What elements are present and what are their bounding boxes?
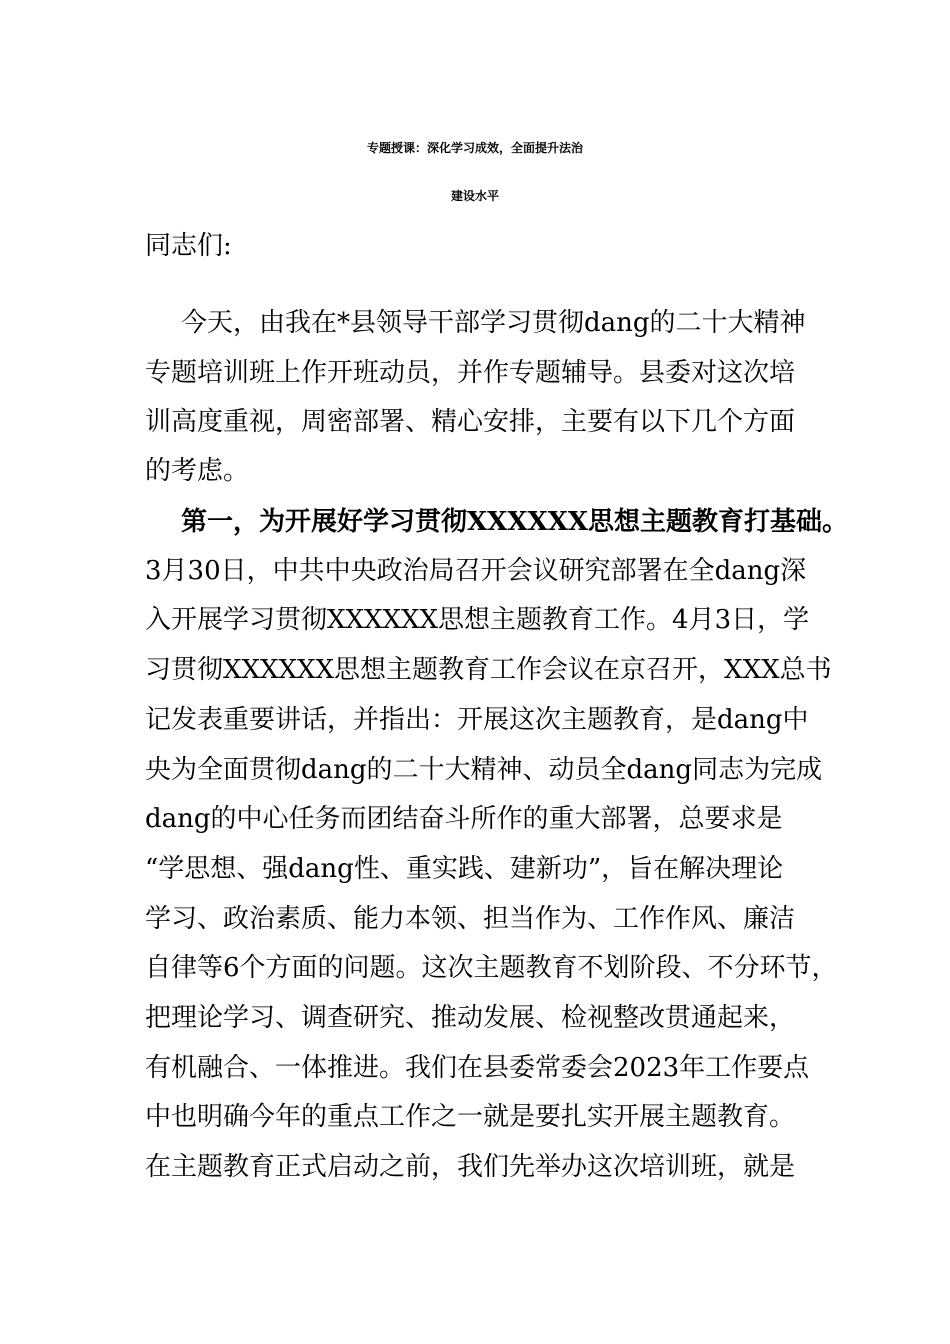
paragraph-2-line-1: 3月30日，中共中央政治局召开会议研究部署在全dang深 xyxy=(145,556,807,586)
paragraph-2-line-4: 记发表重要讲话，并指出：开展这次主题教育，是dang中 xyxy=(145,705,809,735)
greeting: 同志们: xyxy=(145,231,232,261)
document-title-line-1: 专题授课：深化学习成效，全面提升法治 xyxy=(366,141,583,155)
paragraph-1-line-1: 今天，由我在*县领导干部学习贯彻dang的二十大精神 xyxy=(181,308,806,338)
paragraph-2-line-3: 习贯彻XXXXXX思想主题教育工作会议在京召开，XXX总书 xyxy=(145,655,832,685)
paragraph-2-line-10: 把理论学习、调查研究、推动发展、检视整改贯通起来， xyxy=(145,1003,796,1033)
paragraph-1-line-4: 的考虑。 xyxy=(145,456,250,486)
paragraph-2-line-7: “学思想、强dang性、重实践、建新功”，旨在解决理论 xyxy=(145,854,784,884)
paragraph-2-line-12: 中也明确今年的重点工作之一就是要扎实开展主题教育。 xyxy=(145,1102,796,1132)
paragraph-2-line-8: 学习、政治素质、能力本领、担当作为、工作作风、廉洁 xyxy=(145,904,796,934)
paragraph-2-line-11: 有机融合、一体推进。我们在县委常委会2023年工作要点 xyxy=(145,1053,810,1083)
paragraph-1-line-3: 训高度重视，周密部署、精心安排，主要有以下几个方面 xyxy=(145,407,796,437)
document-title-line-2: 建设水平 xyxy=(450,189,499,203)
paragraph-1-line-2: 专题培训班上作开班动员，并作专题辅导。县委对这次培 xyxy=(145,358,796,388)
paragraph-2-line-2: 入开展学习贯彻XXXXXX思想主题教育工作。4月3日，学 xyxy=(145,605,810,635)
paragraph-2-line-5: 央为全面贯彻dang的二十大精神、动员全dang同志为完成 xyxy=(145,755,823,785)
paragraph-2-line-6: dang的中心任务而团结奋斗所作的重大部署，总要求是 xyxy=(145,804,783,834)
paragraph-2-line-13: 在主题教育正式启动之前，我们先举办这次培训班，就是 xyxy=(145,1152,796,1182)
paragraph-2-line-9: 自律等6个方面的问题。这次主题教育不划阶段、不分环节， xyxy=(145,953,838,983)
section-1-heading: 第一，为开展好学习贯彻XXXXXX思想主题教育打基础。 xyxy=(181,507,849,537)
